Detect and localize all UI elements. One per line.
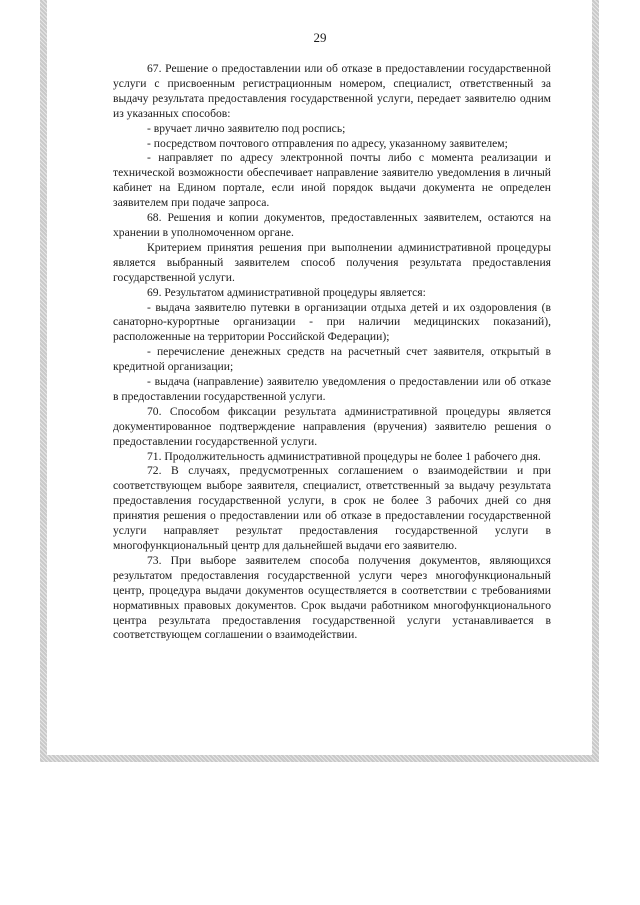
scan-border-bottom <box>40 755 599 762</box>
document-body <box>113 62 551 643</box>
paragraph-72: 72. В случаях, предусмотренных соглашением о взаимодействии и при соответствующем выборе заявителя, специалист, ответственный за выдачу результата предоставления государственной услуги, в срок не более 3 рабочих дней со дня принятия решения о предоставлении или об отказе в предоставлении государственной услуги направляет результат предоставления государственной услуги в многофункциональный центр для дальнейшей выдачи его заявителю. <box>113 464 551 552</box>
list-item-notification: - выдача (направление) заявителю уведомления о предоставлении или об отказе в предоставлении государственной услуги. <box>113 375 551 403</box>
paragraph-69: 69. Результатом административной процедуры является: <box>147 285 426 299</box>
paragraph-68: 68. Решения и копии документов, предоставленных заявителем, остаются на хранении в уполномоченном органе. <box>113 211 551 239</box>
scan-border-left <box>40 0 47 762</box>
list-item-email: - направляет по адресу электронной почты либо с момента реализации и технической возможности обеспечивает направление заявителю уведомления в личный кабинет на Едином портале, если иной порядок выдачи документа не определен заявителем при подаче запроса. <box>113 151 551 210</box>
list-item-transfer: - перечисление денежных средств на расчетный счет заявителя, открытый в кредитной организации; <box>113 345 551 374</box>
scan-border-right <box>592 0 599 762</box>
list-item-postal: - посредством почтового отправления по адресу, указанному заявителем; <box>147 136 508 150</box>
paragraph-67: 67. Решение о предоставлении или об отказе в предоставлении государственной услуги с присвоенным регистрационным номером, специалист, ответственный за выдачу результата предоставления государственной услуги, передает заявителю одним из указанных способов: <box>113 62 551 120</box>
list-item-voucher: - выдача заявителю путевки в организации отдыха детей и их оздоровления (в санаторно-курортные организации - при наличии медицинских показаний), расположенные на территории Российской Федерации); <box>113 300 551 344</box>
paragraph-70: 70. Способом фиксации результата административной процедуры является документированное подтверждение направления (вручения) заявителю решения о предоставлении государственной услуги. <box>113 404 551 448</box>
paragraph-73: 73. При выборе заявителем способа получения документов, являющихся результатом предоставления государственной услуги через многофункциональный центр, процедура выдачи документов осуществляется в соответствии с требованиями нормативных правовых документов. Срок выдачи работником многофункционального центра результата предоставления государственной услуги устанавливается в соответствующем соглашении о взаимодействии. <box>113 553 551 642</box>
paragraph-criterion: Критерием принятия решения при выполнении административной процедуры является выбранный заявителем способ получения результата предоставления государственной услуги. <box>113 240 551 284</box>
paragraph-71: 71. Продолжительность административной процедуры не более 1 рабочего дня. <box>147 449 541 463</box>
page-number: 29 <box>313 30 327 45</box>
list-item-hand-delivery: - вручает лично заявителю под роспись; <box>147 121 346 135</box>
